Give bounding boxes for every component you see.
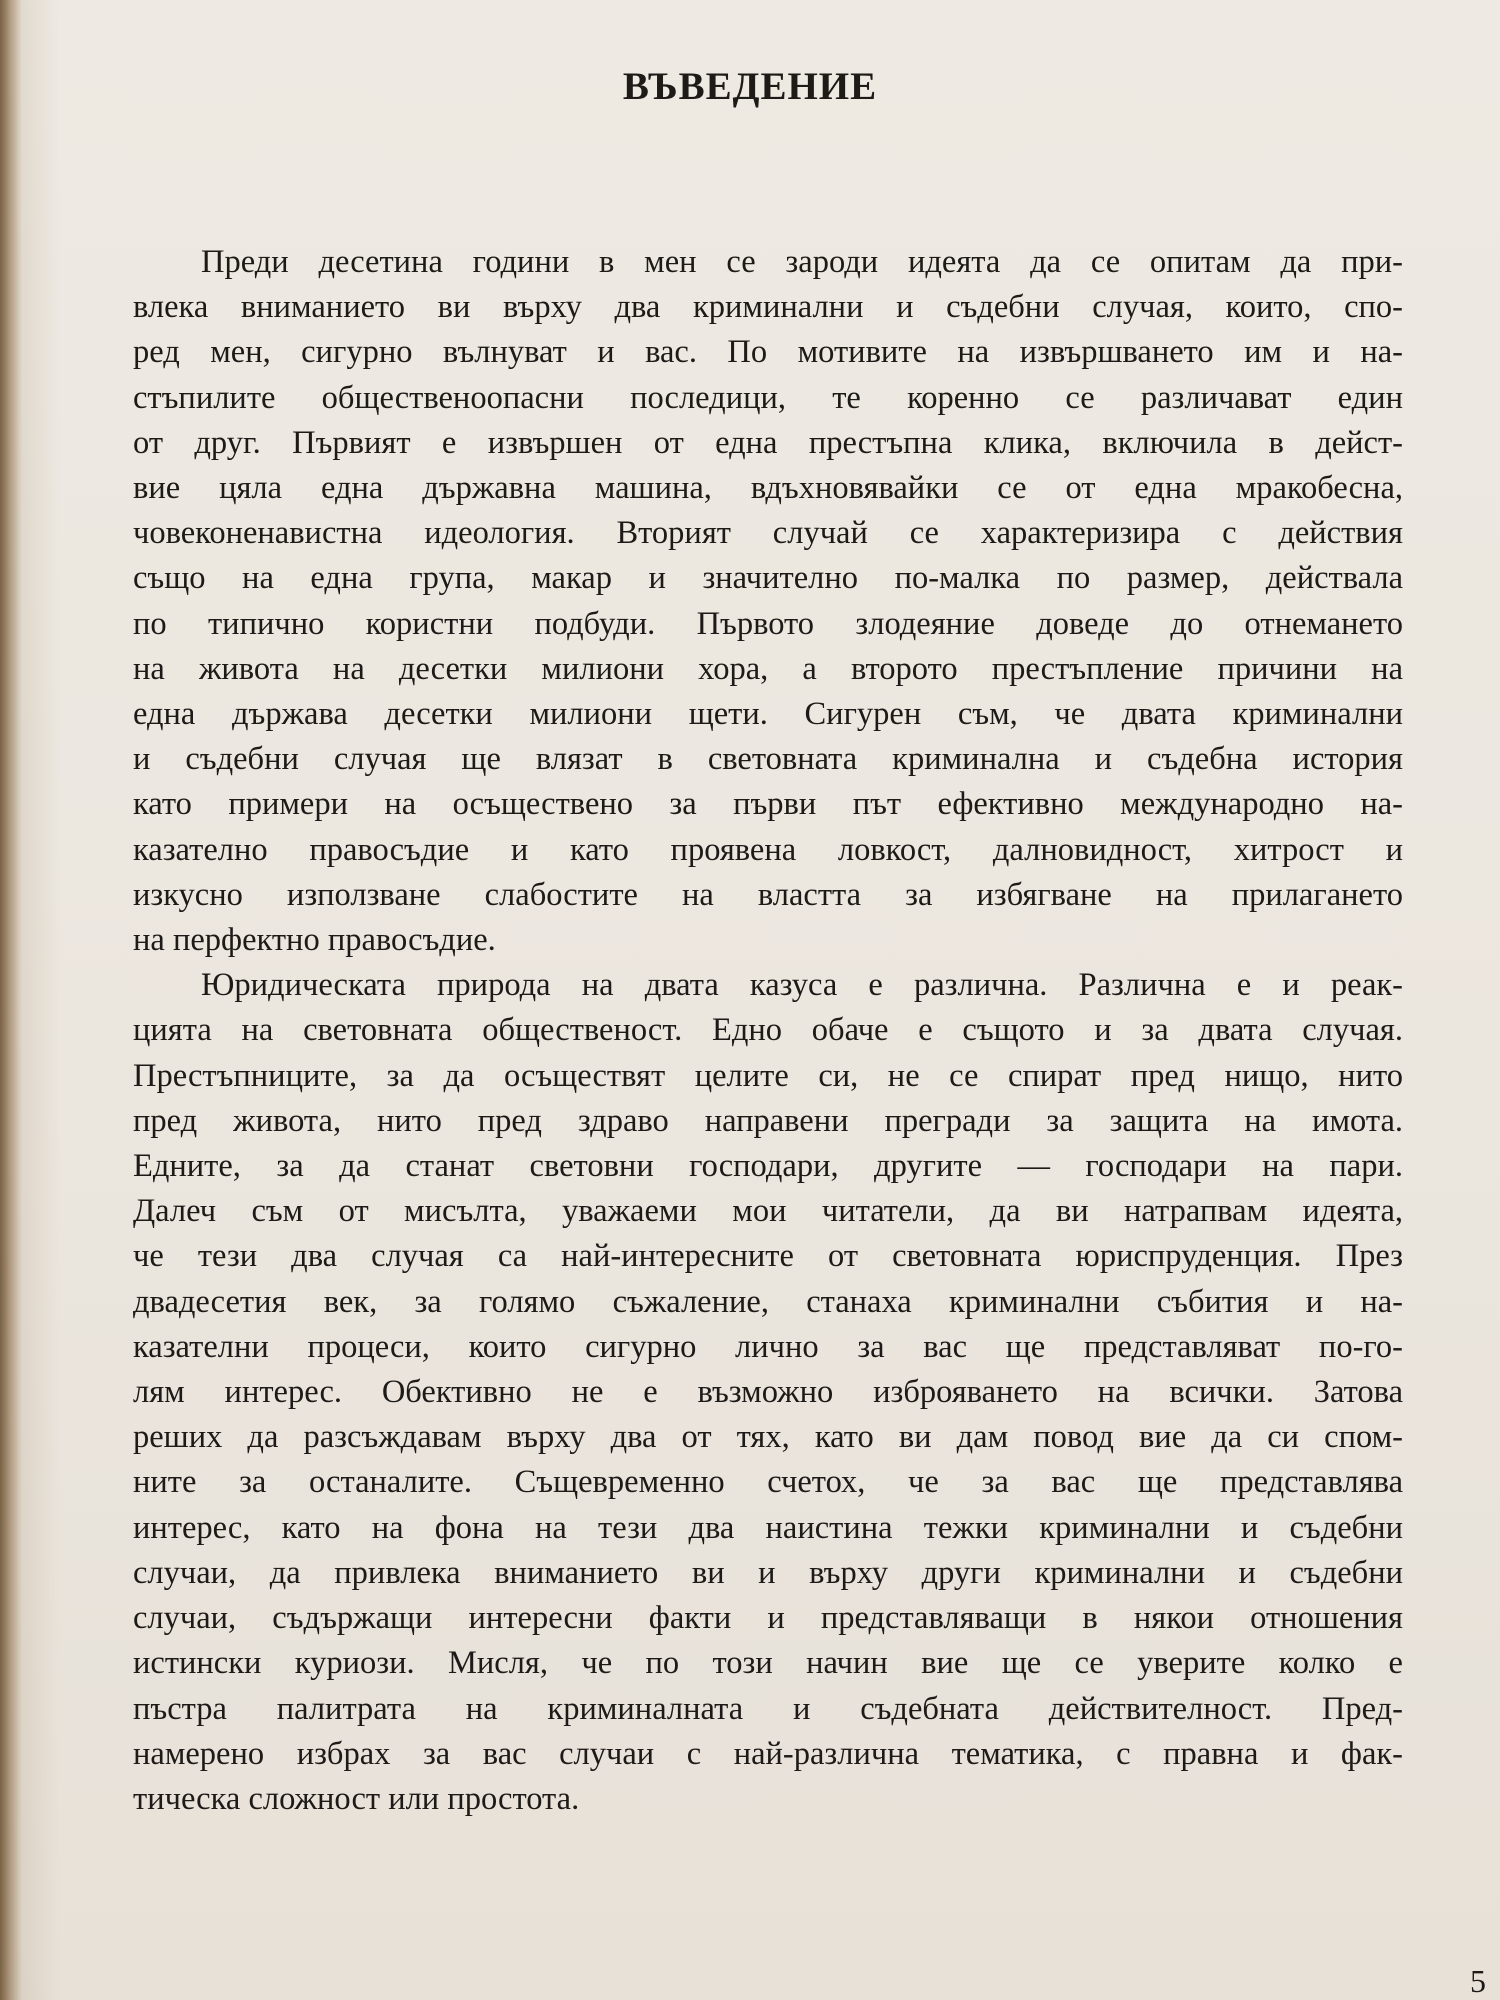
text-line: истински куриози. Мисля, че по този начин вие ще се уверите колко е [133, 1645, 1403, 1682]
text-line: на живота на десетки милиони хора, а второто престъпление причини на [133, 650, 1403, 687]
text-line: пъстра палитрата на криминалната и съдебната действителност. Пред- [133, 1690, 1403, 1727]
text-line: Престъпниците, за да осъществят целите си, не се спират пред нищо, нито [133, 1057, 1403, 1094]
text-line: също на една група, макар и значително по-малка по размер, действала [133, 560, 1403, 597]
text-line: една държава десетки милиони щети. Сигурен съм, че двата криминални [133, 696, 1403, 733]
text-line: на перфектно правосъдие. [133, 922, 496, 959]
text-line: че тези два случая са най-интересните от световната юриспруденция. През [133, 1238, 1403, 1275]
text-line: човеконенавистна идеология. Вторият случай се характеризира с действия [133, 515, 1403, 552]
text-line: случаи, да привлека вниманието ви и върху други криминални и съдебни [133, 1554, 1403, 1591]
text-line: изкусно използване слабостите на властта за избягване на прилагането [133, 876, 1403, 913]
text-line: и съдебни случая ще влязат в световната криминална и съдебна история [133, 741, 1403, 778]
text-line: лям интерес. Обективно не е възможно изброяването на всички. Затова [133, 1374, 1403, 1411]
text-line: от друг. Първият е извършен от една престъпна клика, включила в дейст- [133, 424, 1403, 461]
paragraph-2 [133, 963, 1403, 1822]
text-line: Юридическата природа на двата казуса е различна. Различна е и реак- [201, 967, 1403, 1004]
text-line: ред мен, сигурно вълнуват и вас. По мотивите на извършването им и на- [133, 334, 1403, 371]
text-line: Далеч съм от мисълта, уважаеми мои читатели, да ви натрапвам идеята, [133, 1193, 1403, 1230]
body-text [133, 240, 1403, 1822]
text-line: вие цяла една държавна машина, вдъхновявайки се от една мракобесна, [133, 470, 1403, 507]
text-line: Преди десетина години в мен се зароди идеята да се опитам да при- [201, 244, 1403, 280]
text-line: интерес, като на фона на тези два наистина тежки криминални и съдебни [133, 1509, 1403, 1546]
text-line: казателно правосъдие и като проявена ловкост, далновидност, хитрост и [133, 831, 1403, 868]
text-line: казателни процеси, които сигурно лично за вас ще представляват по-го- [133, 1328, 1403, 1365]
text-line: по типично користни подбуди. Първото злодеяние доведе до отнемането [133, 605, 1403, 642]
page-number: 5 [1470, 1963, 1486, 1999]
text-line: стъпилите общественоопасни последици, те коренно се различават един [133, 379, 1403, 416]
text-line: тическа сложност или простота. [133, 1780, 580, 1817]
paragraph-1 [133, 240, 1403, 963]
text-line: двадесетия век, за голямо съжаление, станаха криминални събития и на- [133, 1283, 1403, 1320]
book-spine-shadow [0, 0, 22, 2000]
text-line: цията на световната общественост. Едно обаче е същото и за двата случая. [133, 1012, 1403, 1049]
text-line: реших да разсъждавам върху два от тях, като ви дам повод вие да си спом- [133, 1419, 1403, 1456]
text-line: намерено избрах за вас случаи с най-различна тематика, с правна и фак- [133, 1735, 1403, 1772]
text-line: влека вниманието ви върху два криминални и съдебни случая, които, спо- [133, 289, 1403, 326]
text-line: случаи, съдържащи интересни факти и представляващи в някои отношения [133, 1600, 1403, 1637]
text-line: ните за останалите. Същевременно счетох, че за вас ще представлява [133, 1464, 1403, 1501]
text-line: като примери на осъществено за първи път ефективно международно на- [133, 786, 1403, 823]
text-line: Едните, за да станат световни господари, другите — господари на пари. [133, 1148, 1403, 1185]
chapter-title: ВЪВЕДЕНИЕ [622, 65, 878, 108]
text-line: пред живота, нито пред здраво направени прегради за защита на имота. [133, 1102, 1403, 1139]
